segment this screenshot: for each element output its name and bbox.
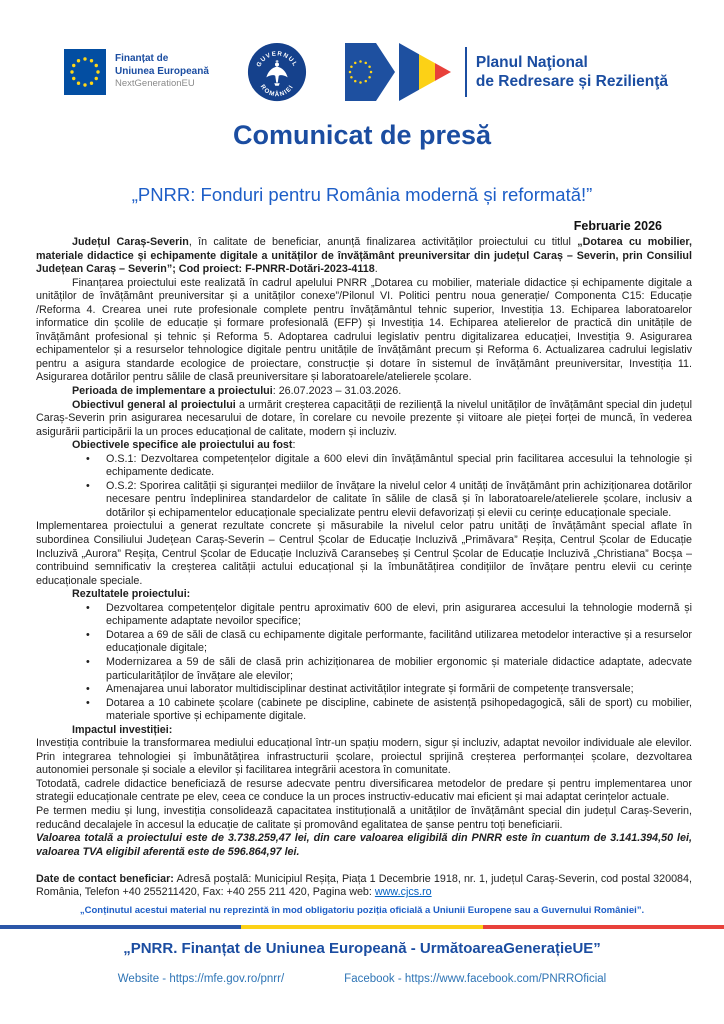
website-link[interactable]: www.cjcs.ro <box>374 886 432 899</box>
pnrr-arrows-icon <box>345 43 457 101</box>
paragraph-spacer <box>36 859 692 873</box>
press-release-body <box>36 236 692 900</box>
bullet-marker: • <box>86 479 90 492</box>
eu-star <box>77 82 80 85</box>
paragraph: Totodată, cadrele didactice beneficiază de resurse adecvate pentru diversificarea metodelor de predare și pentru implementarea unor strategii educaționale centrate pe elev, ceea ce conduce la un proces instructiv-educativ mai eficient și mai adaptat cerințelor actuale. <box>36 777 692 804</box>
bullet-item <box>36 656 692 683</box>
bullet-marker: • <box>86 655 90 668</box>
pnrr-logo-line1: Planul Naţional <box>475 54 588 71</box>
eu-star <box>354 62 357 65</box>
paragraph: Rezultatele proiectului: <box>72 588 191 601</box>
pnrr-logo-line2: de Redresare și Rezilienţă <box>475 73 668 90</box>
page-title: Comunicat de presă <box>232 120 492 150</box>
stripe-blue-segment <box>0 925 241 929</box>
seal-text-bottom: ROMÂNIEI <box>258 83 296 99</box>
seal-text-top: GUVERNUL <box>255 50 299 69</box>
paragraph: Pe termen mediu și lung, investiția consolidează capacitatea instituțională a unităților de învățământ special din județul Caraș-Severin, reducând decalajele în accesul la educație de calitate și promovând egalitatea de șanse pentru toți beneficiarii. <box>36 804 692 831</box>
eu-star <box>70 70 73 73</box>
eu-caption-line3: NextGenerationEU <box>115 78 195 90</box>
bullet-item <box>36 683 692 697</box>
stripe-yellow-segment <box>241 925 482 929</box>
paragraph: Obiectivele specifice ale proiectului au fost: <box>72 439 296 452</box>
footer-links <box>0 973 724 985</box>
eu-star <box>354 80 357 83</box>
footer-slogan: „PNRR. Finanțat de Uniunea Europeană - UrmătoareaGenerațieUE” <box>123 939 601 957</box>
eu-star <box>368 66 371 69</box>
romanian-flag-stripe <box>0 925 724 929</box>
bullet-item <box>36 629 692 656</box>
paragraph: Valoarea totală a proiectului este de 3.738.259,47 lei, din care valoarea eligibilă din PNRR este în cuantum de 3.141.394,50 lei, valoarea TVA eligibil aferentă este de 596.864,97 lei. <box>36 832 692 858</box>
eu-caption-line2: Uniunea Europeană <box>115 65 209 77</box>
government-seal-icon <box>246 41 308 103</box>
bullet-item <box>36 697 692 724</box>
bullet-text: Dotarea a 10 cabinete școlare (cabinete pe discipline, cabinete de asistență psihopedagogică, săli de sport) cu mobilier, materiale sportive și echipamente digitale. <box>106 696 692 723</box>
eu-emblem <box>64 49 209 95</box>
header-logos <box>64 40 668 104</box>
footer-website-link[interactable]: Website - https://mfe.gov.ro/pnrr/ <box>117 972 285 985</box>
eu-star <box>72 77 75 80</box>
bullet-item <box>36 480 692 521</box>
eu-star <box>349 71 352 74</box>
bullet-marker: • <box>86 452 90 465</box>
eu-caption-line1: Finanțat de <box>115 53 169 65</box>
footer-facebook-link[interactable]: Facebook - https://www.facebook.com/PNRROficial <box>344 972 607 985</box>
paragraph: Obiectivul general al proiectului a urmărit creșterea capacității de reziliență la nivelul unităților de învățământ special din județul Caraș-Severin prin asigurarea necesarului de dotare, în corelare cu nevoile prezente și viitoare ale pieței forței de muncă, în vederea asigurării participării la un proces educațional de calitate, modern și incluziv. <box>36 398 692 438</box>
eu-star <box>350 66 353 69</box>
bullet-marker: • <box>86 696 90 709</box>
pnrr-logo <box>345 43 668 101</box>
eu-star <box>83 83 86 86</box>
eu-star <box>72 64 75 67</box>
bullet-item <box>36 453 692 480</box>
eu-star <box>96 70 99 73</box>
paragraph: Impactul investiției: <box>72 723 173 736</box>
pnrr-logo-text <box>476 53 668 91</box>
eu-star <box>368 76 371 79</box>
eu-star <box>364 80 367 83</box>
press-release-subtitle: „PNRR: Fonduri pentru România modernă și reformată!” <box>131 184 593 205</box>
eu-star <box>359 81 362 84</box>
bullet-text: Modernizarea a 59 de săli de clasă prin achiziționarea de mobilier ergonomic și materiale didactice adaptate, adecvate particularităților de învățare ale elevilor; <box>106 655 692 682</box>
bullet-text: Dotarea a 69 de săli de clasă cu echipamente digitale performante, facilitând utilizarea metodelor interactive și a resurselor educaționale digitale; <box>106 628 692 655</box>
bullet-marker: • <box>86 628 90 641</box>
eu-star <box>364 62 367 65</box>
paragraph: Finanțarea proiectului este realizată în cadrul apelului PNRR „Dotarea cu mobilier, materiale didactice și echipamente digitale a unităților de învățământ preuniversitar și a unităților conexe”/Pilonul VI. Politici pentru noua generație/ Componenta C15: Educație /Reforma 4. Crearea unei rute profesionale complete pentru învățământul tehnic superior, Investiția 13. Echiparea laboratoarelor informatice din școlile de educație și formare profesională (EFP) și Investiția 14. Echiparea atelierelor de practică din unitățile de învățământ profesional și tehnic și Reforma 5. Adoptarea cadrului legislativ pentru digitalizarea educației, Investiția 9. Asigurarea echipamentelor și a resurselor tehnologice digitale pentru unitățile de învățământ precum și Reforma 6. Actualizarea cadrului legislativ pentru a asigura standarde ecologice de proiectare, construcție și dotare în sistemul de învățământ preuniversitar, Investiția 11. Asigurarea dotărilor pentru sălile de clasă preuniversitare și laboratoarele/atelierele școlare. <box>36 276 692 384</box>
bullet-item <box>36 602 692 629</box>
eu-star <box>95 64 98 67</box>
paragraph: Investiția contribuie la transformarea mediului educațional într-un spațiu modern, sigur și incluziv, adaptat nevoilor individuale ale elevilor. Prin integrarea tehnologiei și îmbunătățirea infrastructurii școlare, proiectul sprijină creșterea performanței școlare, dezvoltarea autonomiei personale și sociale a elevilor și facilitarea integrării acestora în comunitate. <box>36 737 692 777</box>
eu-star <box>350 76 353 79</box>
bullet-text: O.S.1: Dezvoltarea competențelor digitale a 600 elevi din învățământul special prin facilitarea accesului la tehnologie și echipamente dedicate. <box>106 452 692 479</box>
eu-star <box>95 77 98 80</box>
paragraph: Implementarea proiectului a generat rezultate concrete și măsurabile la nivelul celor patru unități de învățământ special aflate în subordinea Consiliului Județean Caraș-Severin – Centrul Școlar de Educație Incluzivă „Primăvara” Reșița, Centrul Școlar de Educație Incluzivă „Aurora” Reșița, Centrul Școlar de Educație Incluzivă Caransebeș și Centrul Școlar de Educație Incluzivă „Christiana” Bocșa – contribuind semnificativ la creșterea calității actului educațional și la îmbunătățirea condițiilor de învățare pentru elevii cu cerințe educaționale speciale. <box>36 520 692 587</box>
eu-star <box>370 71 373 74</box>
bullet-text: Dezvoltarea competențelor digitale pentru aproximativ 600 de elevi, prin asigurarea accesului la tehnologie modernă și echipamente adaptate nevoilor specifice; <box>106 601 692 628</box>
paragraph: Perioada de implementare a proiectului: 26.07.2023 – 31.03.2026. <box>72 385 402 398</box>
eu-star <box>90 82 93 85</box>
paragraph: Județul Caraș-Severin, în calitate de beneficiar, anunță finalizarea activităților proiectului cu titlul „Dotarea cu mobilier, materiale didactice și echipamente digitale a unităților de învățământ preuniversitar din județul Caraș – Severin, prin Consiliul Județean Caraș – Severin”; Cod proiect: F-PNRR-Dotări-2023-4118. <box>36 236 692 276</box>
bullet-marker: • <box>86 601 90 614</box>
pnrr-logo-divider <box>465 47 467 97</box>
bullet-text: Amenajarea unui laborator multidisciplinar destinat activităților integrate și formării de competențe transversale; <box>106 683 634 696</box>
eu-star <box>77 59 80 62</box>
date: Februarie 2026 <box>573 219 662 233</box>
eu-star <box>359 60 362 63</box>
eu-emblem-caption <box>115 53 209 91</box>
disclaimer: „Conținutul acestui material nu reprezintă în mod obligatoriu poziția oficială a Uniunii Europene sau a Guvernului României”. <box>79 904 645 916</box>
bullet-text: O.S.2: Sporirea calității și siguranței mediilor de învățare la nivelul celor 4 unități de învățământ prin achiziționarea dotărilor necesare pentru îndeplinirea standardelor de calitate în sălile de clasă și în laboratoarele/atelierele școlare, inclusiv a dotărilor și echipamentelor educaționale specializate pentru elevii defavorizați și elevii cu cerințe educaționale speciale. <box>106 479 692 519</box>
eu-star <box>90 59 93 62</box>
bullet-marker: • <box>86 683 90 696</box>
eu-flag-icon <box>64 49 106 95</box>
paragraph: Date de contact beneficiar: Adresă poștală: Municipiul Reșița, Piața 1 Decembrie 1918, nr. 1, județul Caraș-Severin, cod postal 320084, România, Telefon +40 255211420, Fax: +40 255 211 420, Pagina web: www.cjcs.ro <box>36 872 692 899</box>
eu-star <box>83 57 86 60</box>
stripe-red-segment <box>483 925 724 929</box>
